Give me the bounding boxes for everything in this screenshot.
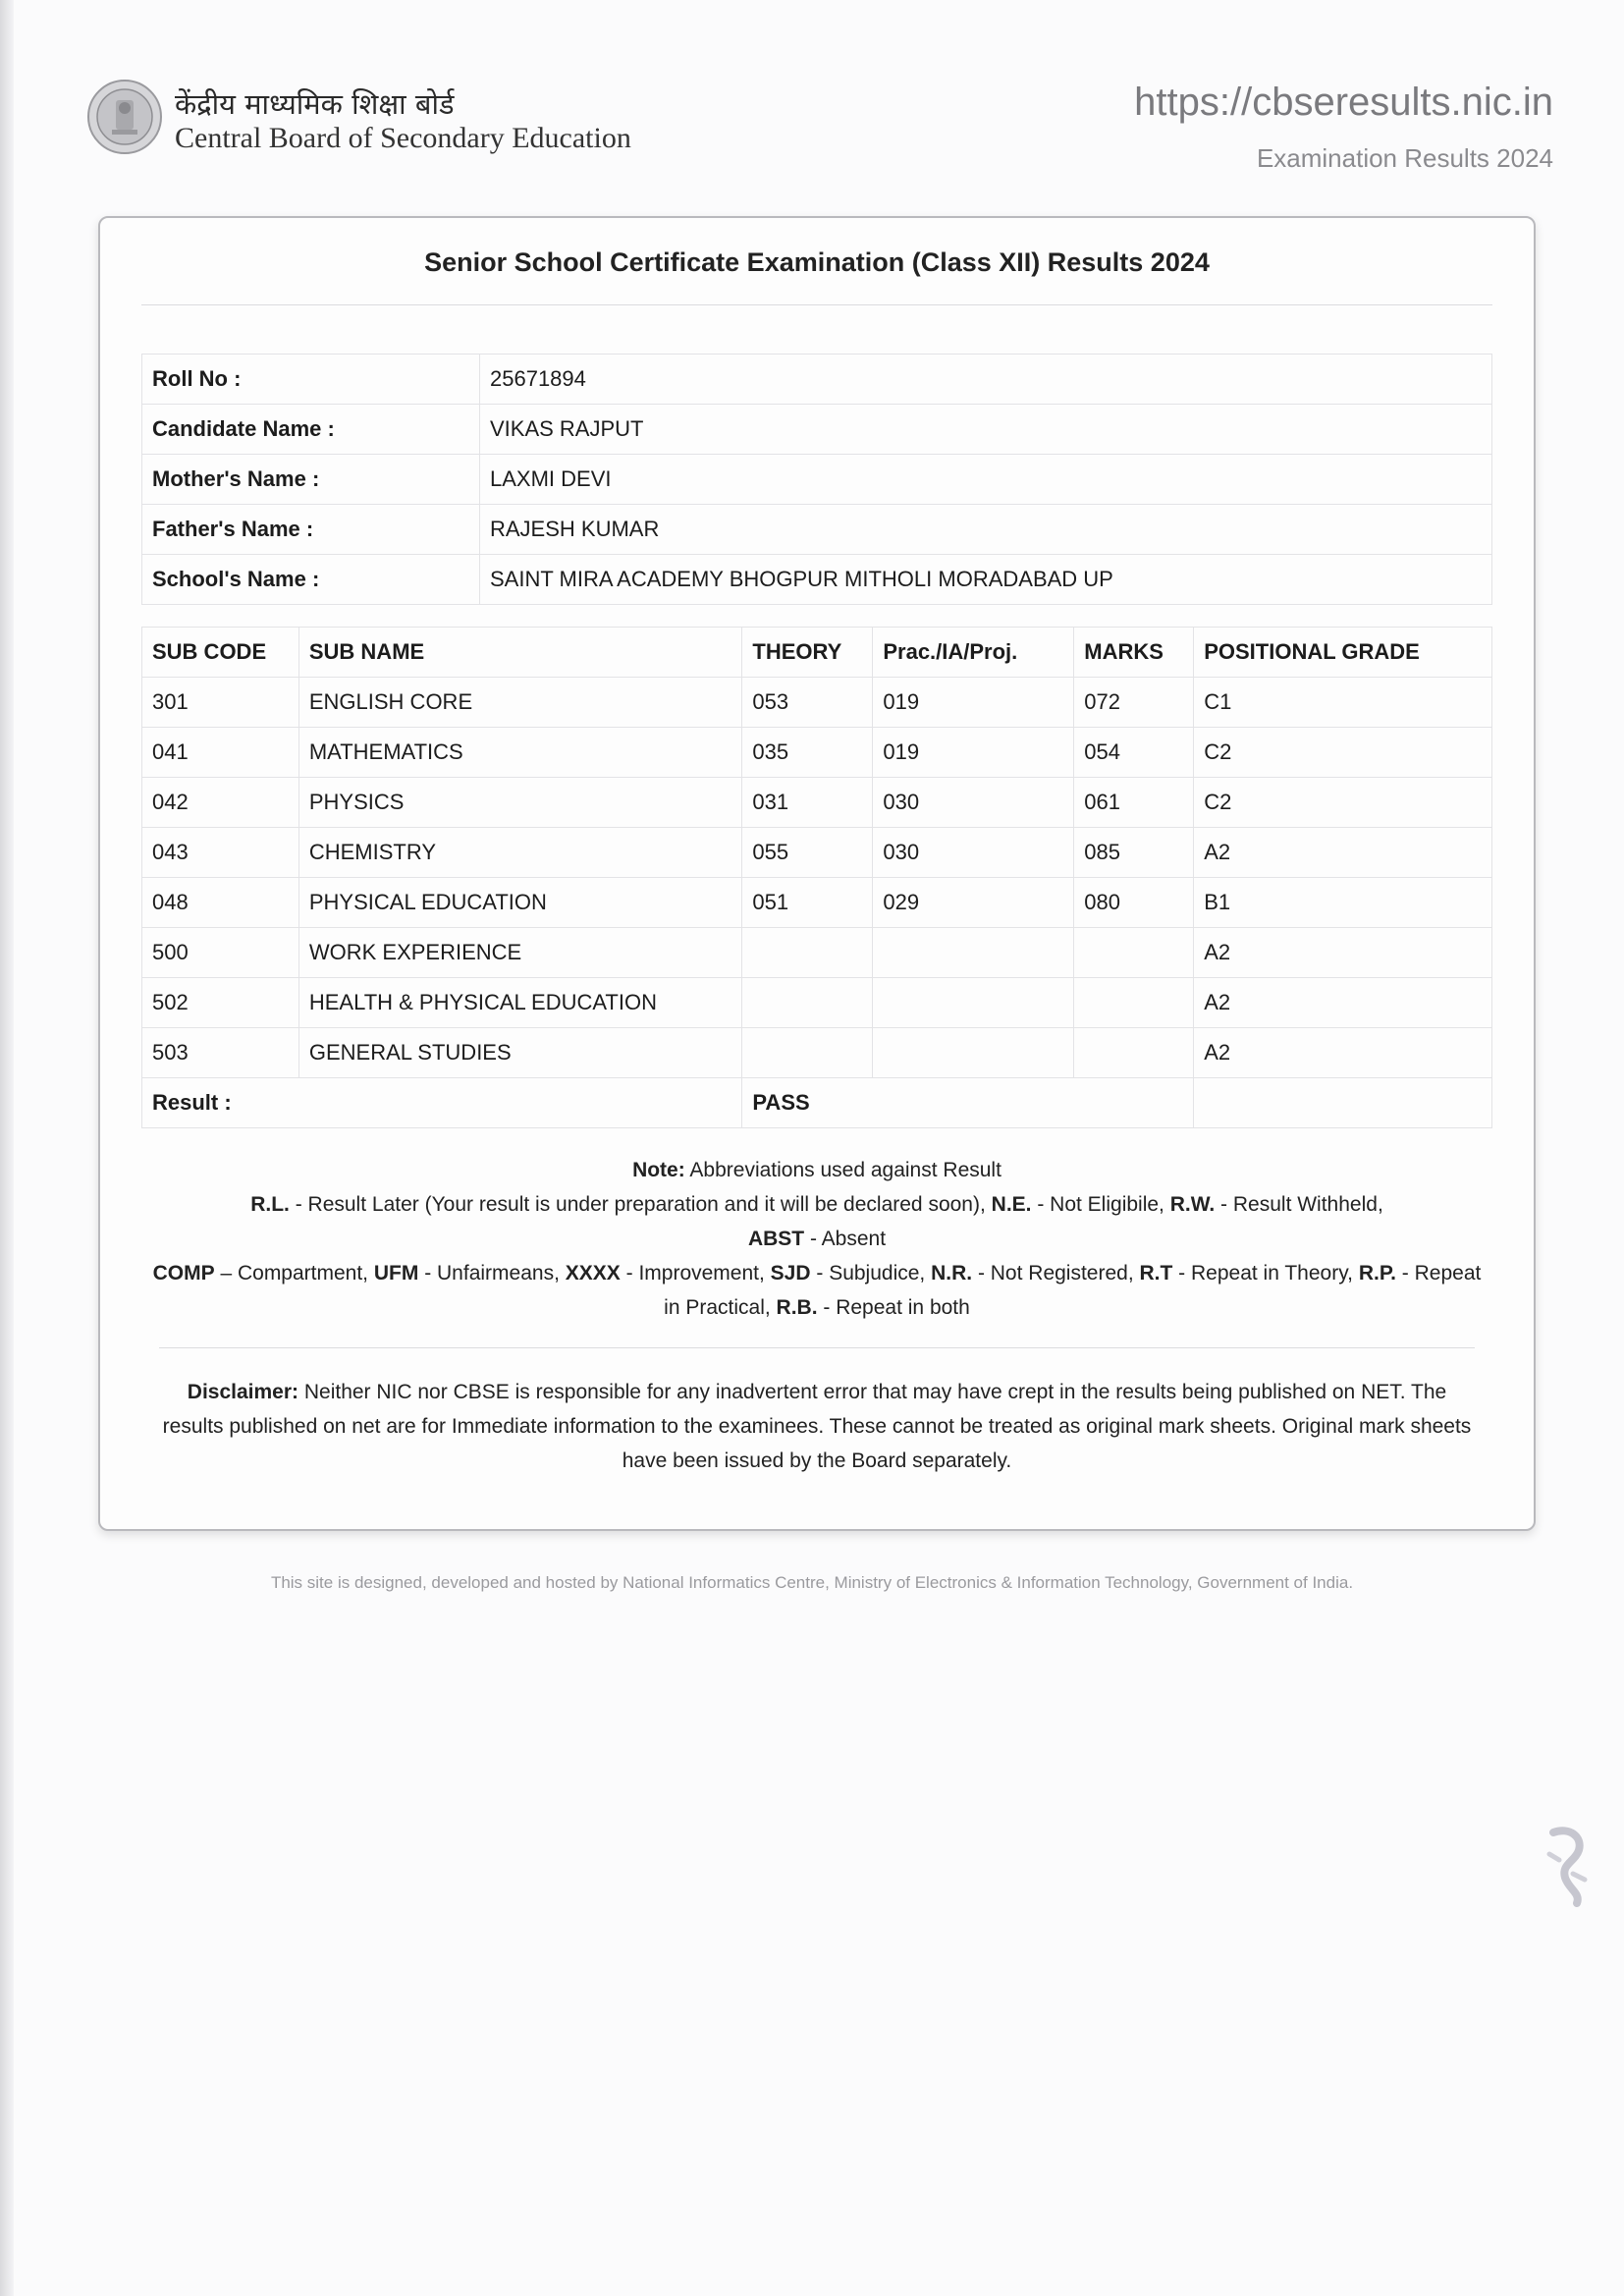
result-card [98, 216, 1536, 1531]
site-url[interactable]: https://cbseresults.nic.in [1134, 81, 1553, 124]
abbrev-line-3 [149, 1256, 1485, 1325]
sub-code-cell: 042 [142, 778, 299, 828]
abbrev-xxxx-text: - Improvement, [620, 1262, 771, 1285]
sub-name-cell: ENGLISH CORE [298, 678, 742, 728]
result-row [142, 1078, 1492, 1128]
disclaimer-label: Disclaimer: [187, 1381, 299, 1403]
grade-cell: C2 [1194, 728, 1492, 778]
marks-header-row [142, 628, 1492, 678]
sub-code-cell: 500 [142, 928, 299, 978]
scan-edge-shadow [0, 0, 14, 2296]
abbrev-rl-text: - Result Later (Your result is under preparation and it will be declared soon), [289, 1193, 992, 1216]
col-header-grade: POSITIONAL GRADE [1194, 628, 1492, 678]
abbrev-rw-text: - Result Withheld, [1215, 1193, 1383, 1216]
abbrev-comp-text: – Compartment, [214, 1262, 374, 1285]
abbrev-rt: R.T [1139, 1262, 1173, 1285]
abbrev-ne-text: - Not Eligibile, [1031, 1193, 1170, 1216]
candidate-name-label: Candidate Name : [142, 405, 480, 455]
grade-cell: A2 [1194, 1028, 1492, 1078]
table-row [142, 928, 1492, 978]
grade-cell: A2 [1194, 828, 1492, 878]
abbrev-abst: ABST [747, 1228, 805, 1250]
note-label: Note: [632, 1159, 685, 1181]
abbrev-sjd-text: - Subjudice, [810, 1262, 932, 1285]
title-divider [141, 304, 1492, 305]
abbrev-rb: R.B. [776, 1296, 818, 1319]
grade-cell: A2 [1194, 928, 1492, 978]
table-row [142, 678, 1492, 728]
marks-cell: 054 [1074, 728, 1194, 778]
practical-cell: 030 [873, 828, 1074, 878]
sub-name-cell: PHYSICS [298, 778, 742, 828]
school-name-label: School's Name : [142, 555, 480, 605]
abbrev-rb-text: - Repeat in both [817, 1296, 970, 1319]
abbrev-nr-text: - Not Registered, [972, 1262, 1140, 1285]
org-name-english: Central Board of Secondary Education [175, 122, 631, 154]
abbrev-xxxx: XXXX [565, 1262, 621, 1285]
abbreviation-notes [149, 1153, 1485, 1325]
practical-cell [873, 928, 1074, 978]
ink-stamp-mark [1540, 1825, 1593, 1907]
grade-cell: B1 [1194, 878, 1492, 928]
abbrev-ufm-text: - Unfairmeans, [418, 1262, 566, 1285]
result-value: PASS [742, 1078, 1194, 1128]
abbrev-line-2 [149, 1222, 1485, 1256]
info-row-school [142, 555, 1492, 605]
sub-code-cell: 502 [142, 978, 299, 1028]
roll-value: 25671894 [480, 355, 1492, 405]
marks-cell: 085 [1074, 828, 1194, 878]
marks-cell: 061 [1074, 778, 1194, 828]
info-row-candidate [142, 405, 1492, 455]
practical-cell [873, 1028, 1074, 1078]
abbrev-rl: R.L. [250, 1193, 290, 1216]
father-name-label: Father's Name : [142, 505, 480, 555]
abbrev-comp: COMP [152, 1262, 215, 1285]
site-footer: This site is designed, developed and hosted by National Informatics Centre, Ministry of Electronics & Information Technology, Government of India. [270, 1573, 1354, 1592]
abbrev-nr: N.R. [931, 1262, 973, 1285]
marks-cell [1074, 978, 1194, 1028]
sub-code-cell: 043 [142, 828, 299, 878]
abbrev-ufm: UFM [373, 1262, 419, 1285]
candidate-info-table [141, 354, 1492, 605]
note-line [149, 1153, 1485, 1187]
table-row [142, 978, 1492, 1028]
theory-cell [742, 1028, 873, 1078]
abbrev-ne: N.E. [991, 1193, 1032, 1216]
info-row-roll [142, 355, 1492, 405]
card-title: Senior School Certificate Examination (Class XII) Results 2024 [424, 247, 1210, 277]
sub-name-cell: MATHEMATICS [298, 728, 742, 778]
col-header-sub-code: SUB CODE [142, 628, 299, 678]
abbrev-rt-text: - Repeat in Theory, [1172, 1262, 1359, 1285]
practical-cell [873, 978, 1074, 1028]
theory-cell [742, 928, 873, 978]
col-header-marks: MARKS [1074, 628, 1194, 678]
theory-cell: 051 [742, 878, 873, 928]
disclaimer [159, 1375, 1475, 1478]
marks-cell: 072 [1074, 678, 1194, 728]
cbse-logo-icon [86, 79, 163, 155]
abbrev-sjd: SJD [770, 1262, 811, 1285]
note-text: Abbreviations used against Result [684, 1159, 1001, 1181]
abbrev-rp: R.P. [1358, 1262, 1396, 1285]
table-row [142, 1028, 1492, 1078]
sub-name-cell: WORK EXPERIENCE [298, 928, 742, 978]
abbrev-abst-text: - Absent [804, 1228, 887, 1250]
info-row-father [142, 505, 1492, 555]
candidate-name-value: VIKAS RAJPUT [480, 405, 1492, 455]
practical-cell: 019 [873, 728, 1074, 778]
marks-cell [1074, 1028, 1194, 1078]
org-name-hindi: केंद्रीय माध्यमिक शिक्षा बोर्ड [175, 87, 455, 121]
mother-name-label: Mother's Name : [142, 455, 480, 505]
sub-code-cell: 041 [142, 728, 299, 778]
col-header-sub-name: SUB NAME [298, 628, 742, 678]
table-row [142, 778, 1492, 828]
sub-name-cell: HEALTH & PHYSICAL EDUCATION [298, 978, 742, 1028]
sub-name-cell: CHEMISTRY [298, 828, 742, 878]
marks-cell: 080 [1074, 878, 1194, 928]
abbrev-rw: R.W. [1169, 1193, 1216, 1216]
sub-name-cell: GENERAL STUDIES [298, 1028, 742, 1078]
col-header-practical: Prac./IA/Proj. [873, 628, 1074, 678]
site-subtitle: Examination Results 2024 [1256, 143, 1553, 173]
sub-code-cell: 301 [142, 678, 299, 728]
table-row [142, 828, 1492, 878]
result-empty-cell [1194, 1078, 1492, 1128]
roll-label: Roll No : [142, 355, 480, 405]
sub-code-cell: 048 [142, 878, 299, 928]
mother-name-value: LAXMI DEVI [480, 455, 1492, 505]
result-label: Result : [142, 1078, 742, 1128]
abbrev-line-1 [149, 1187, 1485, 1222]
theory-cell [742, 978, 873, 1028]
father-name-value: RAJESH KUMAR [480, 505, 1492, 555]
practical-cell: 030 [873, 778, 1074, 828]
grade-cell: A2 [1194, 978, 1492, 1028]
table-row [142, 878, 1492, 928]
grade-cell: C1 [1194, 678, 1492, 728]
table-row [142, 728, 1492, 778]
practical-cell: 019 [873, 678, 1074, 728]
marks-cell [1074, 928, 1194, 978]
theory-cell: 031 [742, 778, 873, 828]
marks-table [141, 627, 1492, 1128]
grade-cell: C2 [1194, 778, 1492, 828]
info-row-mother [142, 455, 1492, 505]
theory-cell: 053 [742, 678, 873, 728]
abbrev-rp-text: - Repeat in Practical, [664, 1262, 1482, 1319]
theory-cell: 035 [742, 728, 873, 778]
col-header-theory: THEORY [742, 628, 873, 678]
sub-name-cell: PHYSICAL EDUCATION [298, 878, 742, 928]
theory-cell: 055 [742, 828, 873, 878]
disclaimer-text: Neither NIC nor CBSE is responsible for any inadvertent error that may have crept in the results being published on NET. The results published on net are for Immediate information to the examinees. These cannot be treated as original mark sheets. Original mark sheets have been issued by the Board separately. [162, 1381, 1472, 1472]
practical-cell: 029 [873, 878, 1074, 928]
notes-divider [159, 1347, 1475, 1348]
school-name-value: SAINT MIRA ACADEMY BHOGPUR MITHOLI MORADABAD UP [480, 555, 1492, 605]
sub-code-cell: 503 [142, 1028, 299, 1078]
